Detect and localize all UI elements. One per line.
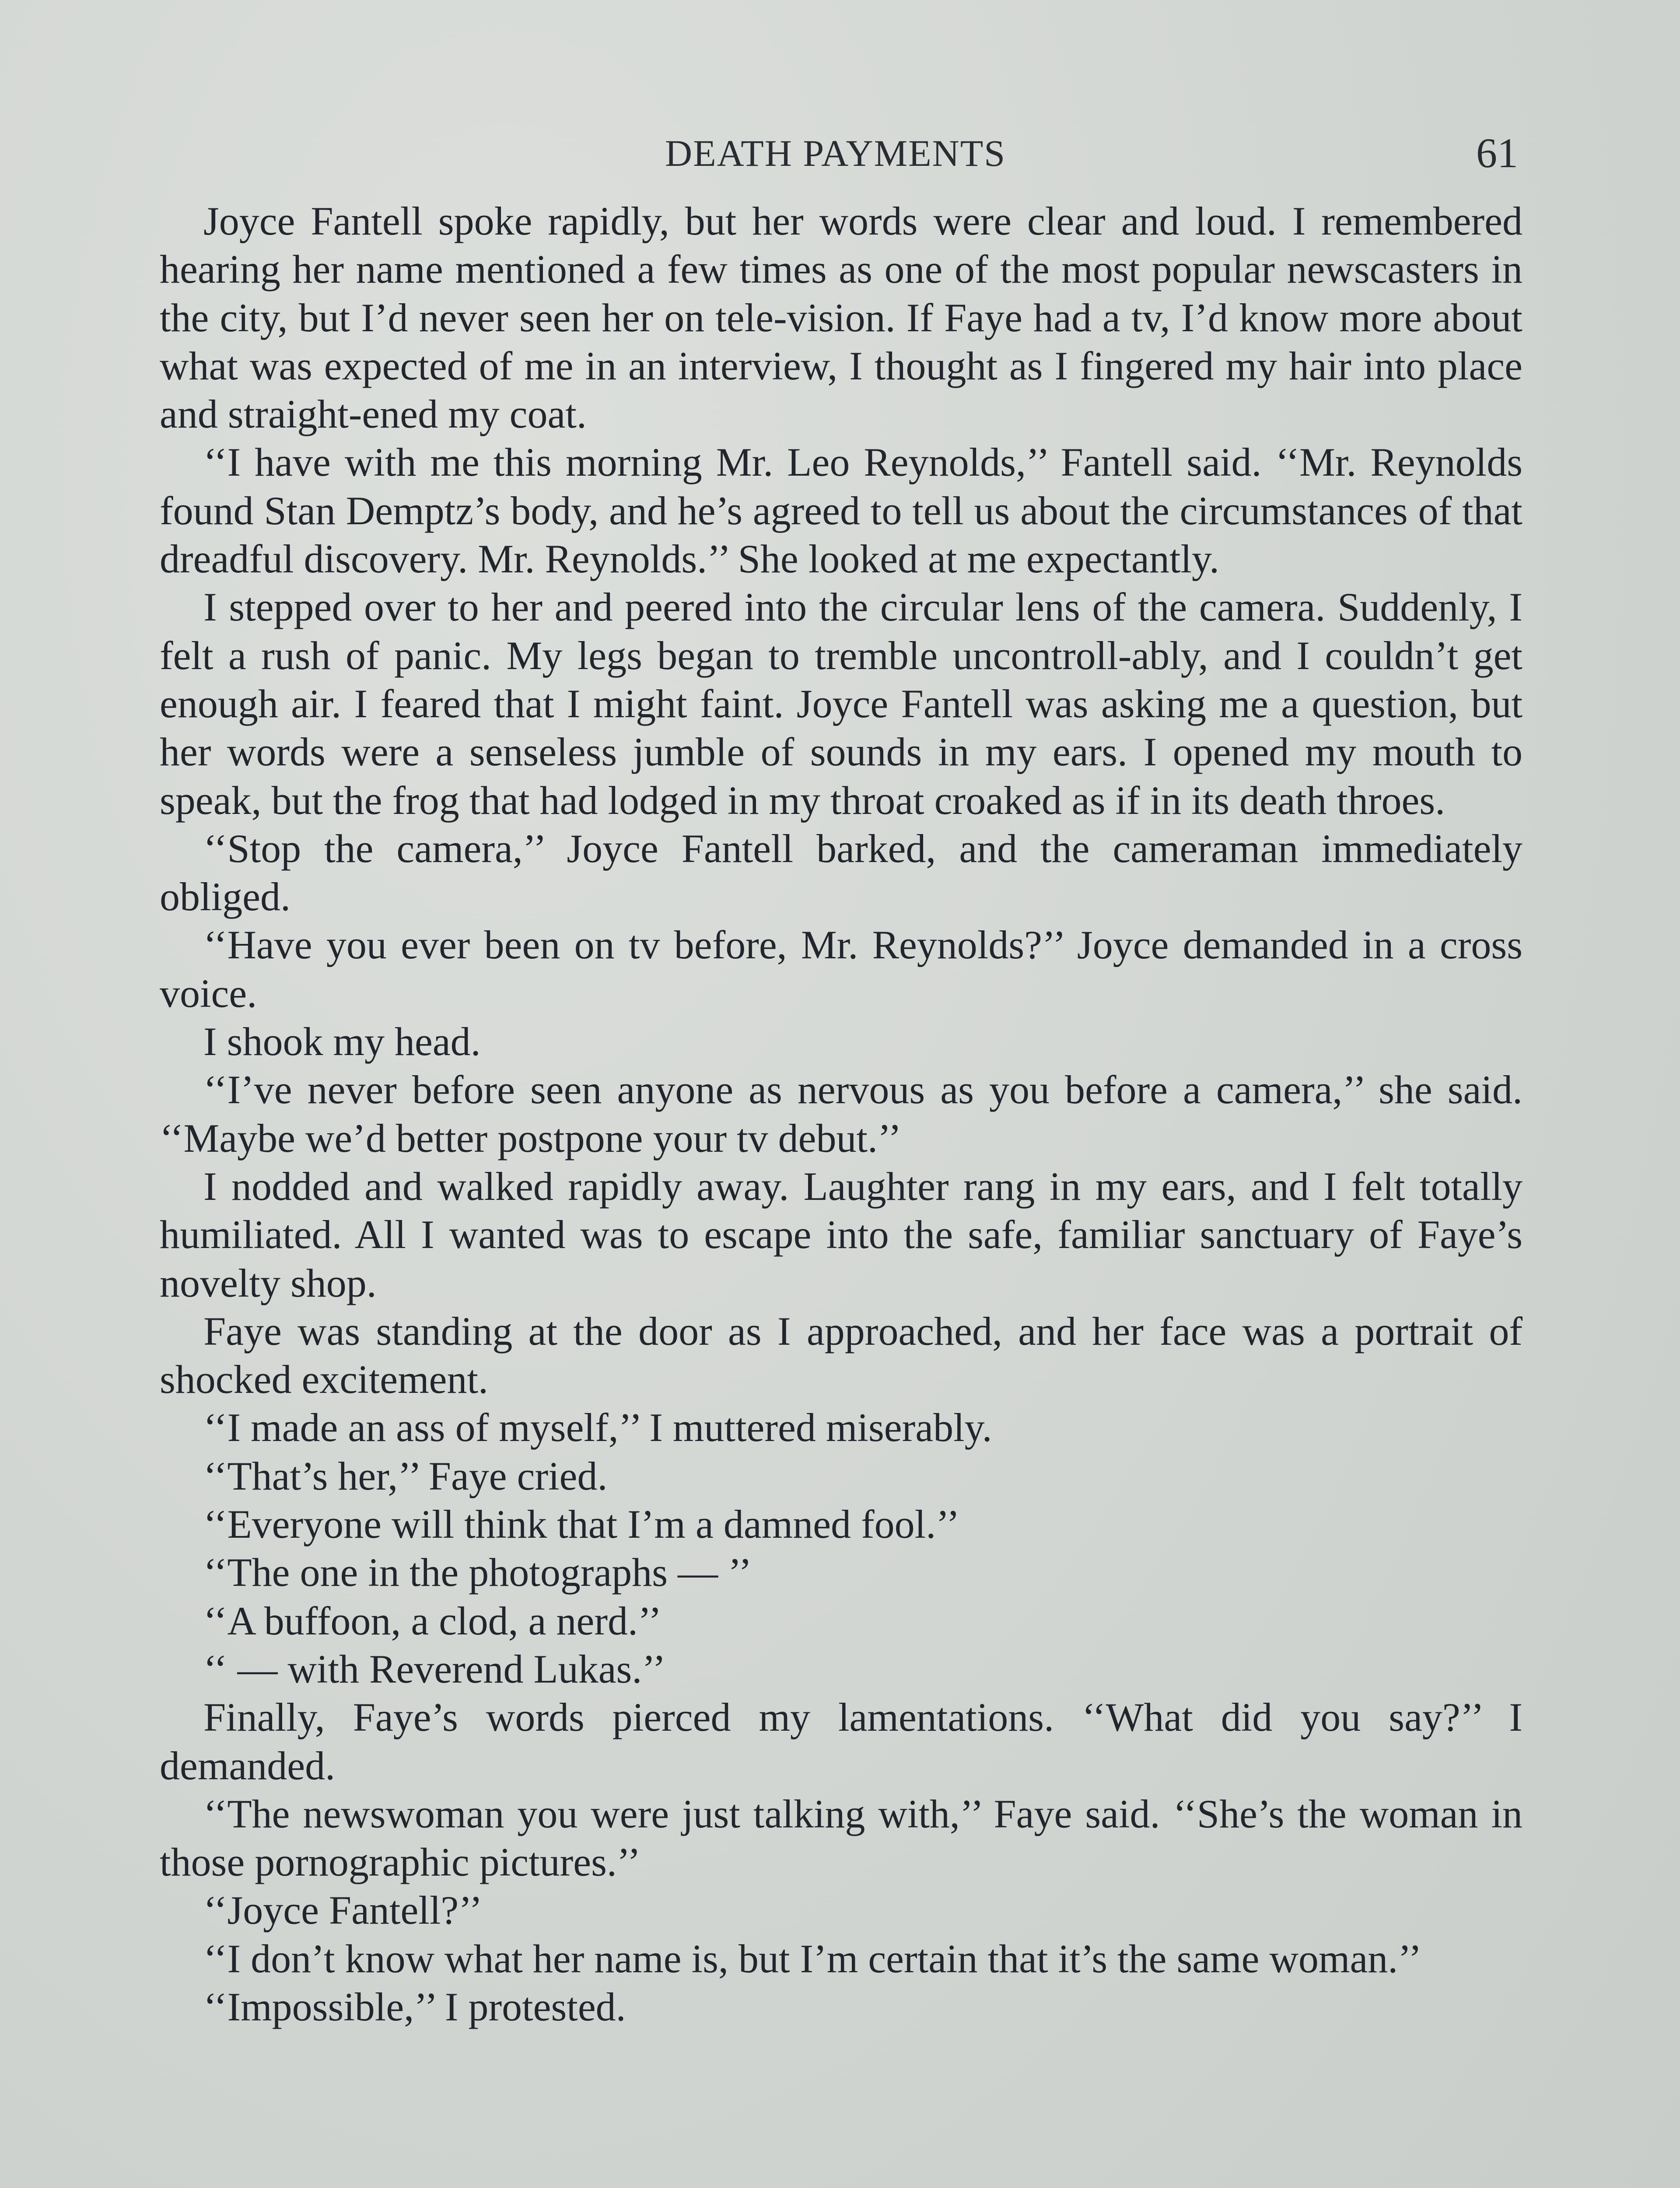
paragraph: ‘‘A buffoon, a clod, a nerd.’’ [203,1598,662,1643]
paragraph: ‘‘I’ve never before seen anyone as nervous as you before a camera,’’ she said. ‘‘Maybe we’d better postpone your tv debut.’’ [160,1067,1522,1161]
paragraph: ‘‘Impossible,’’ I protested. [203,1984,626,2029]
body-text [160,197,1522,2031]
paragraph: ‘‘I made an ass of myself,’’ I muttered miserably. [203,1405,992,1450]
paragraph: Joyce Fantell spoke rapidly, but her words were clear and loud. I remembered hearing her name mentioned a few times as one of the most popular newscasters in the city, but I’d never seen her on tele-vision. If Faye had a tv, I’d know more about what was expected of me in an interview, I thought as I fingered my hair into place and straight-ened my coat. [160,199,1522,437]
paragraph: I shook my head. [203,1019,481,1064]
paragraph: ‘‘Everyone will think that I’m a damned fool.’’ [203,1502,960,1547]
paragraph: I stepped over to her and peered into the circular lens of the camera. Suddenly, I felt a rush of panic. My legs began to tremble uncontroll-ably, and I couldn’t get enough air. I feared that I might faint. Joyce Fantell was asking me a question, but her words were a senseless jumble of sounds in my ears. I opened my mouth to speak, but the frog that had lodged in my throat croaked as if in its death throes. [160,585,1522,823]
paragraph: ‘‘That’s her,’’ Faye cried. [203,1453,608,1498]
paragraph: ‘‘I don’t know what her name is, but I’m certain that it’s the same woman.’’ [203,1936,1422,1981]
paragraph: ‘‘ — with Reverend Lukas.’’ [203,1646,666,1691]
page-number: 61 [1476,130,1518,176]
paragraph: ‘‘The newswoman you were just talking with,’’ Faye said. ‘‘She’s the woman in those pornographic pictures.’’ [160,1791,1522,1885]
paragraph: Faye was standing at the door as I approached, and her face was a portrait of shocked excitement. [160,1308,1522,1402]
running-head [162,127,1518,179]
paragraph: ‘‘Stop the camera,’’ Joyce Fantell barked, and the cameraman immediately obliged. [160,826,1522,919]
paragraph: ‘‘The one in the photographs — ’’ [203,1550,752,1595]
paragraph: ‘‘I have with me this morning Mr. Leo Reynolds,’’ Fantell said. ‘‘Mr. Reynolds found Stan Demptz’s body, and he’s agreed to tell us about the circumstances of that dreadful discovery. Mr. Reynolds.’’ She looked at me expectantly. [160,440,1522,582]
paragraph: ‘‘Joyce Fantell?’’ [203,1888,483,1933]
paragraph: Finally, Faye’s words pierced my lamentations. ‘‘What did you say?’’ I demanded. [160,1695,1522,1788]
paragraph: I nodded and walked rapidly away. Laughter rang in my ears, and I felt totally humiliated. All I wanted was to escape into the safe, familiar sanctuary of Faye’s novelty shop. [160,1164,1522,1305]
paragraph: ‘‘Have you ever been on tv before, Mr. Reynolds?’’ Joyce demanded in a cross voice. [160,922,1522,1016]
running-title: DEATH PAYMENTS [665,132,1006,174]
